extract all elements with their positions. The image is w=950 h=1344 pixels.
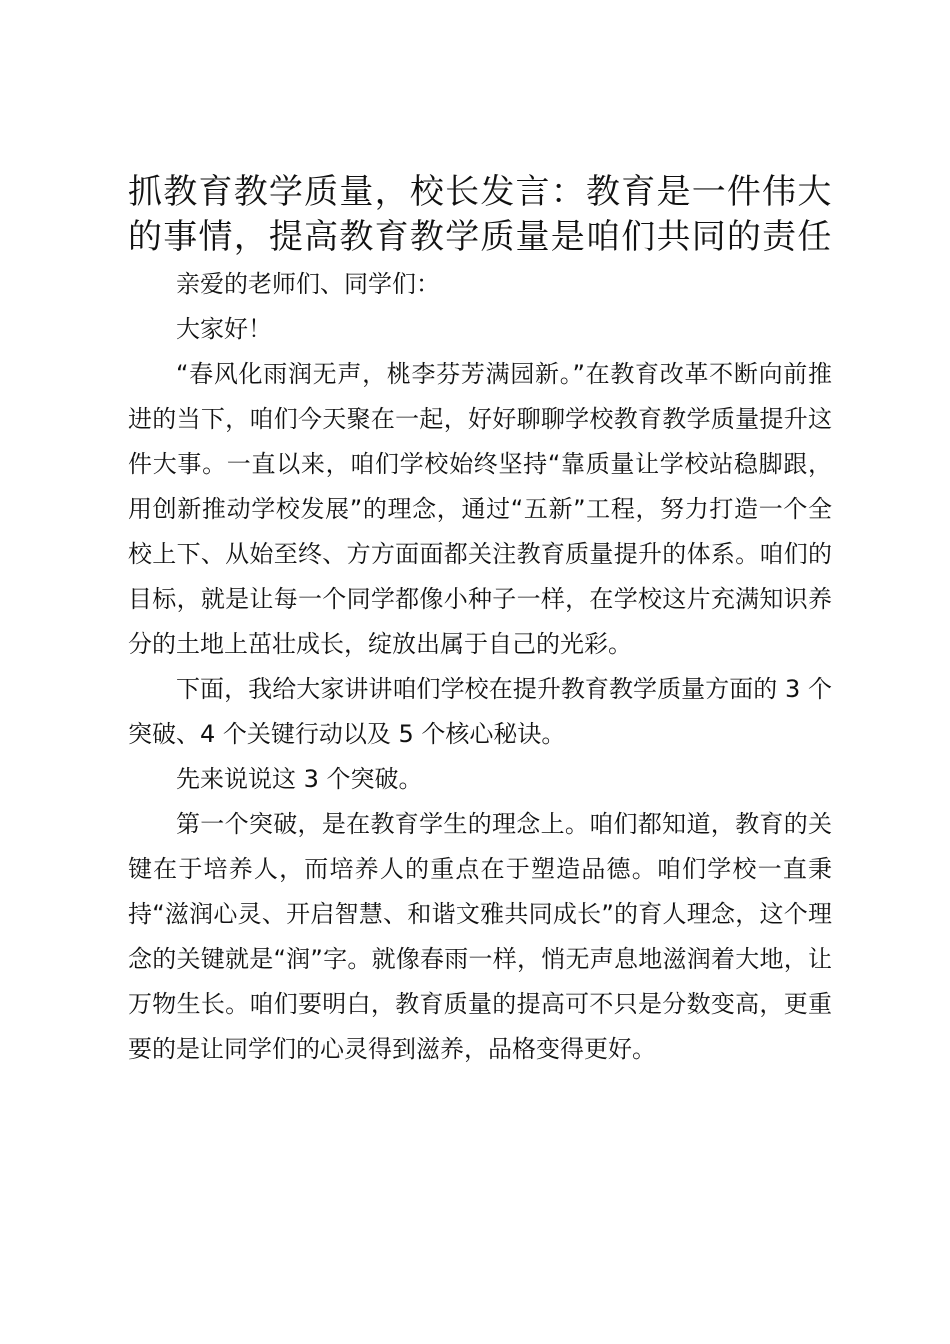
document-title-line-1: 抓教育教学质量，校长发言：教育是一件伟大: [128, 172, 832, 212]
paragraph-first-breakthrough: 第一个突破，是在教育学生的理念上。咱们都知道，教育的关键在于培养人，而培养人的重点在于塑造品德。咱们学校一直秉持“滋润心灵、开启智慧、和谐文雅共同成长”的育人理念，这个理念的关键就是“润”字。就像春雨一样，悄无声息地滋润着大地，让万物生长。咱们要明白，教育质量的提高可不只是分数变高，更重要的是让同学们的心灵得到滋养，品格变得更好。: [128, 810, 832, 1063]
document-page: [128, 170, 832, 1072]
paragraph-overview: 下面，我给大家讲讲咱们学校在提升教育教学质量方面的 3 个突破、4 个关键行动以及 5 个核心秘诀。: [128, 675, 832, 748]
paragraph-intro: “春风化雨润无声，桃李芬芳满园新。”在教育改革不断向前推进的当下，咱们今天聚在一起，好好聊聊学校教育教学质量提升这件大事。一直以来，咱们学校始终坚持“靠质量让学校站稳脚跟，用创新推动学校发展”的理念，通过“五新”工程，努力打造一个全校上下、从始至终、方方面面都关注教育质量提升的体系。咱们的目标，就是让每一个同学都像小种子一样，在学校这片充满知识养分的土地上茁壮成长，绽放出属于自己的光彩。: [128, 360, 832, 658]
salutation: 亲爱的老师们、同学们：: [176, 270, 440, 298]
greeting: 大家好！: [176, 315, 272, 343]
document-title: [128, 170, 832, 260]
document-body: [128, 262, 832, 1072]
document-title-line-2: 的事情，提高教育教学质量是咱们共同的责任: [128, 217, 832, 257]
paragraph-breakthroughs-lead: 先来说说这 3 个突破。: [176, 765, 423, 793]
